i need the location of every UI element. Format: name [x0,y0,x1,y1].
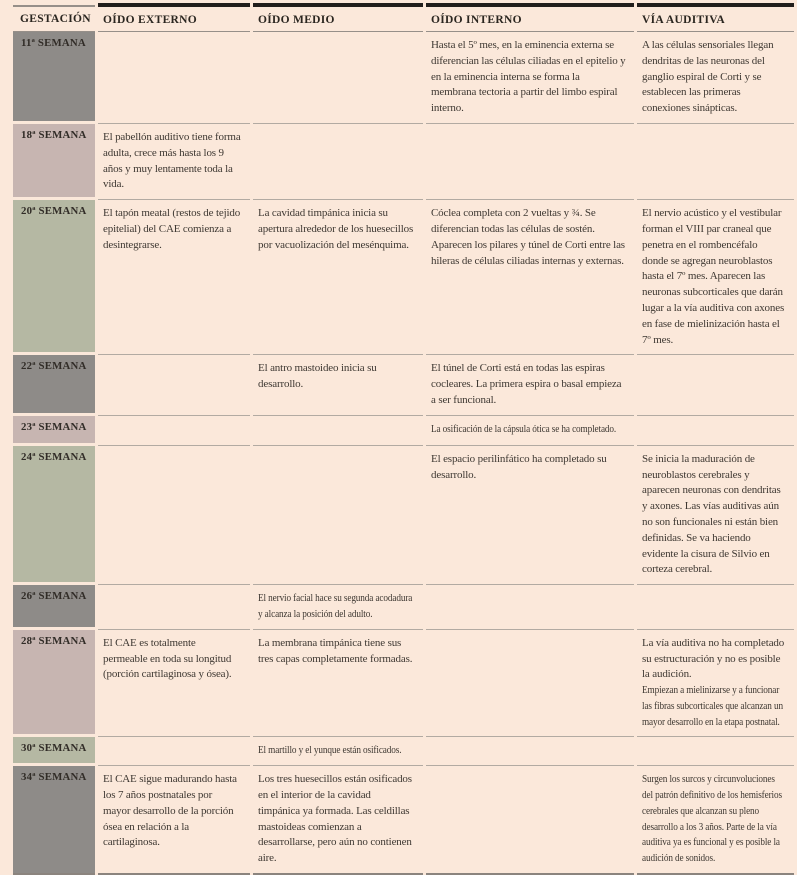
table-row-week-20 [13,200,794,355]
cell-via-auditiva [637,355,794,415]
cell-oido-medio [253,32,423,124]
table-row-week-28 [13,630,794,738]
table-row-week-18 [13,124,794,200]
cell-oido-interno: Cóclea completa con 2 vueltas y ¾. Se diferencian todas las células de sostén. Aparecen los pilares y túnel de Corti entre las hileras de células ciliadas internas y externas. [426,200,634,355]
week-label: 30ª SEMANA [13,737,95,763]
header-oido-medio: OÍDO MEDIO [253,3,423,32]
cell-oido-externo: El tapón meatal (restos de tejido epitelial) del CAE comienza a desintegrarse. [98,200,250,355]
cell-via-auditiva: La vía auditiva no ha completado su estructuración y no es posible la audición. Empiezan a mielinizarse y a funcionar las fibras subcorticales que alcanzan un mayor desarrollo en la etapa postnatal. [637,630,794,738]
cell-oido-externo [98,585,250,630]
cell-via-auditiva [637,416,794,446]
cell-oido-medio: El antro mastoideo inicia su desarrollo. [253,355,423,415]
week-label: 22ª SEMANA [13,355,95,412]
cell-oido-medio: La cavidad timpánica inicia su apertura alrededor de los huesecillos por vacuolización del mesénquima. [253,200,423,355]
cell-oido-interno [426,124,634,200]
cell-oido-interno [426,630,634,738]
cell-via-auditiva: A las células sensoriales llegan dendritas de las neuronas del ganglio espiral de Corti y se establecen las primeras conexiones sinápticas. [637,32,794,124]
cell-oido-interno [426,766,634,875]
cell-oido-medio [253,416,423,446]
cell-oido-medio [253,124,423,200]
cell-oido-externo [98,446,250,585]
cell-via-auditiva [637,585,794,630]
table-row-week-26 [13,585,794,630]
cell-via-auditiva: El nervio acústico y el vestibular forman el VIII par craneal que penetra en el rombencéfalo donde se agregan neuroblastos hasta el 7º mes. Aparecen las neuronas subcorticales que darán lugar a la vía auditiva con axones en fase de mielinización hasta el 7º mes. [637,200,794,355]
week-label: 23ª SEMANA [13,416,95,443]
cell-oido-externo: El CAE es totalmente permeable en toda su longitud (porción cartilaginosa y ósea). [98,630,250,738]
week-label: 26ª SEMANA [13,585,95,627]
cell-via-auditiva: Surgen los surcos y circunvoluciones del patrón definitivo de los hemisferios cerebrales que alcanzan su pleno desarrollo a los 3 años. Parte de la vía auditiva ya es funcional y es posible la audición de sonidos. [637,766,794,875]
cell-via-auditiva: Se inicia la maduración de neuroblastos cerebrales y aparecen neuronas con dendritas y axones. Las vías auditivas aún no son funcionales ni están bien definidas. Se va haciendo evidente la cisura de Silvio en corteza cerebral. [637,446,794,585]
cell-oido-interno: La osificación de la cápsula ótica se ha completado. [426,416,634,446]
cell-via-auditiva [637,737,794,766]
table-row-week-30 [13,737,794,766]
cell-oido-medio: El martillo y el yunque están osificados. [253,737,423,766]
cell-oido-interno [426,737,634,766]
cell-via-auditiva [637,124,794,200]
week-label: 18ª SEMANA [13,124,95,197]
cell-oido-interno: Hasta el 5º mes, en la eminencia externa se diferencian las células ciliadas en el epitelio y en la eminencia interna se forma la membrana tectoria a partir del limbo espiral interno. [426,32,634,124]
cell-oido-externo [98,32,250,124]
cell-oido-medio: Los tres huesecillos están osificados en el interior de la cavidad timpánica ya formada. Las celdillas mastoideas comienzan a desarrollarse, pero aún no contienen aire. [253,766,423,875]
cell-oido-medio [253,446,423,585]
header-gestacion: GESTACIÓN [13,5,95,32]
week-label: 24ª SEMANA [13,446,95,582]
table-row-week-24 [13,446,794,585]
header-via-auditiva: VÍA AUDITIVA [637,3,794,32]
week-label: 11ª SEMANA [13,32,95,121]
cell-oido-medio: La membrana timpánica tiene sus tres capas completamente formadas. [253,630,423,738]
cell-oido-interno: El espacio perilinfático ha completado su desarrollo. [426,446,634,585]
table-header [13,3,794,32]
cell-oido-interno: El túnel de Corti está en todas las espiras cocleares. La primera espira o basal empieza a ser funcional. [426,355,634,415]
header-oido-interno: OÍDO INTERNO [426,3,634,32]
cell-oido-externo [98,416,250,446]
week-label: 28ª SEMANA [13,630,95,735]
table-row-week-11 [13,32,794,124]
table-row-week-22 [13,355,794,415]
table-row-week-23 [13,416,794,446]
cell-oido-medio: El nervio facial hace su segunda acodadura y alcanza la posición del adulto. [253,585,423,630]
cell-oido-externo: El pabellón auditivo tiene forma adulta, crece más hasta los 9 años y muy lentamente toda la vida. [98,124,250,200]
cell-oido-externo [98,737,250,766]
header-oido-externo: OÍDO EXTERNO [98,3,250,32]
week-label: 20ª SEMANA [13,200,95,352]
gestation-auditory-table [13,3,794,875]
cell-oido-externo: El CAE sigue madurando hasta los 7 años postnatales por mayor desarrollo de la porción ósea en relación a la cartilaginosa. [98,766,250,875]
cell-oido-externo [98,355,250,415]
table-row-week-34 [13,766,794,875]
week-label: 34ª SEMANA [13,766,95,875]
cell-oido-interno [426,585,634,630]
